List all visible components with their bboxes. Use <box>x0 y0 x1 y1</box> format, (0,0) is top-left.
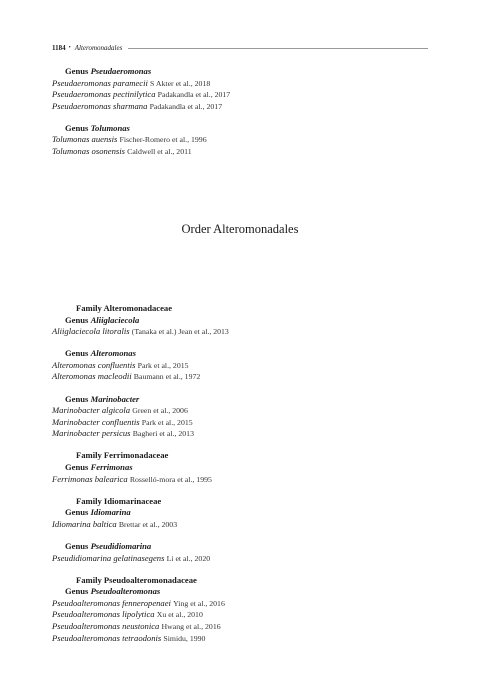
species-name: Alteromonas macleodii <box>52 371 132 382</box>
family-heading: Family Ferrimonadaceae <box>76 450 169 461</box>
running-title: Alteromonadales <box>74 44 123 52</box>
species-entry <box>52 609 428 621</box>
species-authority: Baumann et al., 1972 <box>133 372 201 382</box>
species-entry <box>52 371 428 383</box>
section-gap <box>52 564 428 575</box>
section-gap <box>52 440 428 451</box>
species-name: Aliiglaciecola litoralis <box>52 326 130 337</box>
species-entry <box>52 89 428 101</box>
species-name: Idiomarina baltica <box>52 518 117 529</box>
species-authority: Xu et al., 2010 <box>156 610 203 620</box>
species-name: Pseudoalteromonas fenneropenaei <box>52 597 171 608</box>
genus-name: Pseudaeromonas <box>90 66 152 76</box>
species-authority: Green et al., 2006 <box>132 406 188 416</box>
section-gap <box>52 485 428 496</box>
genus-name: Idiomarina <box>90 507 131 518</box>
genus-prefix: Genus <box>65 393 89 404</box>
family-heading: Family Alteromonadaceae <box>76 303 173 313</box>
genus-heading <box>52 123 428 135</box>
species-name: Marinobacter persicus <box>52 428 131 439</box>
species-name: Tolumonas auensis <box>52 134 118 145</box>
genus-prefix: Genus <box>65 541 89 551</box>
species-entry <box>52 326 428 338</box>
genus-name: Alteromonas <box>90 348 136 359</box>
genus-prefix: Genus <box>65 586 89 597</box>
species-entry <box>52 417 428 429</box>
species-authority: Hwang et al., 2016 <box>161 622 221 632</box>
species-name: Marinobacter algicola <box>52 405 131 416</box>
genus-prefix: Genus <box>65 122 89 133</box>
page-number: 1184 <box>52 44 66 52</box>
species-entry <box>52 101 428 113</box>
species-entry <box>52 78 428 90</box>
genus-heading <box>52 66 428 78</box>
species-entry <box>52 474 428 486</box>
species-name: Alteromonas confluentis <box>52 359 136 370</box>
genus-heading <box>52 507 428 519</box>
running-header <box>52 42 428 54</box>
species-name: Tolumonas osonensis <box>52 146 125 157</box>
species-entry <box>52 360 428 372</box>
genus-prefix: Genus <box>65 462 89 473</box>
genus-heading <box>52 541 428 553</box>
species-entry <box>52 621 428 633</box>
genus-heading <box>52 315 428 327</box>
species-authority: Park et al., 2015 <box>137 360 189 370</box>
species-name: Marinobacter confluentis <box>52 416 140 427</box>
species-authority: Park et al., 2015 <box>141 417 193 427</box>
species-authority: (Tanaka et al.) Jean et al., 2013 <box>131 327 229 337</box>
family-heading: Family Pseudoalteromonadaceae <box>76 574 197 585</box>
genus-prefix: Genus <box>65 314 89 325</box>
species-authority: Padakandla et al., 2017 <box>157 90 231 100</box>
genus-heading <box>52 348 428 360</box>
species-name: Pseudoalteromonas lipolytica <box>52 609 155 620</box>
species-name: Pseudaeromonas sharmana <box>52 100 148 111</box>
species-entry <box>52 633 428 645</box>
species-name: Ferrimonas balearica <box>52 473 128 484</box>
species-name: Pseudoalteromonas tetraodonis <box>52 632 162 643</box>
species-authority: Simidu, 1990 <box>163 633 206 643</box>
species-entry <box>52 146 428 158</box>
species-authority: Caldwell et al., 2011 <box>127 147 192 157</box>
species-name: Pseudaeromonas paramecii <box>52 77 148 88</box>
section-gap <box>52 112 428 123</box>
genus-prefix: Genus <box>65 507 89 518</box>
genus-name: Aliiglaciecola <box>90 314 140 325</box>
section-gap <box>52 383 428 394</box>
genus-name: Ferrimonas <box>90 462 133 473</box>
genus-name: Tolumonas <box>90 122 130 133</box>
species-authority: Rosselló-mora et al., 1995 <box>129 474 212 484</box>
species-authority: Brettar et al., 2003 <box>118 519 178 529</box>
top-taxa-list <box>52 66 428 158</box>
species-authority: S Akter et al., 2018 <box>150 78 211 88</box>
species-authority: Li et al., 2020 <box>166 553 211 563</box>
family-heading: Family Idiomarinaceae <box>76 495 162 506</box>
species-entry <box>52 405 428 417</box>
species-entry <box>52 428 428 440</box>
species-authority: Ying et al., 2016 <box>173 598 225 608</box>
species-entry <box>52 598 428 610</box>
species-authority: Bagheri et al., 2013 <box>132 429 194 439</box>
species-name: Pseudaeromonas pectinilytica <box>52 89 156 100</box>
species-authority: Padakandla et al., 2017 <box>149 101 223 111</box>
species-entry <box>52 519 428 531</box>
header-rule <box>128 48 428 49</box>
genus-prefix: Genus <box>65 66 89 76</box>
genus-name: Marinobacter <box>90 393 140 404</box>
species-authority: Fischer-Romero et al., 1996 <box>119 135 207 145</box>
order-taxa-list <box>52 303 428 644</box>
section-gap <box>52 531 428 542</box>
species-name: Pseudoalteromonas neustonica <box>52 621 160 632</box>
species-name: Pseudidiomarina gelatinasegens <box>52 552 165 563</box>
section-gap <box>52 338 428 349</box>
header-bullet: • <box>68 45 71 51</box>
genus-heading <box>52 462 428 474</box>
genus-prefix: Genus <box>65 348 89 359</box>
genus-heading <box>52 586 428 598</box>
genus-name: Pseudidiomarina <box>90 541 152 551</box>
species-entry <box>52 134 428 146</box>
genus-name: Pseudoalteromonas <box>90 586 161 597</box>
genus-heading <box>52 394 428 406</box>
order-heading: Order Alteromonadales <box>181 222 299 236</box>
species-entry <box>52 553 428 565</box>
